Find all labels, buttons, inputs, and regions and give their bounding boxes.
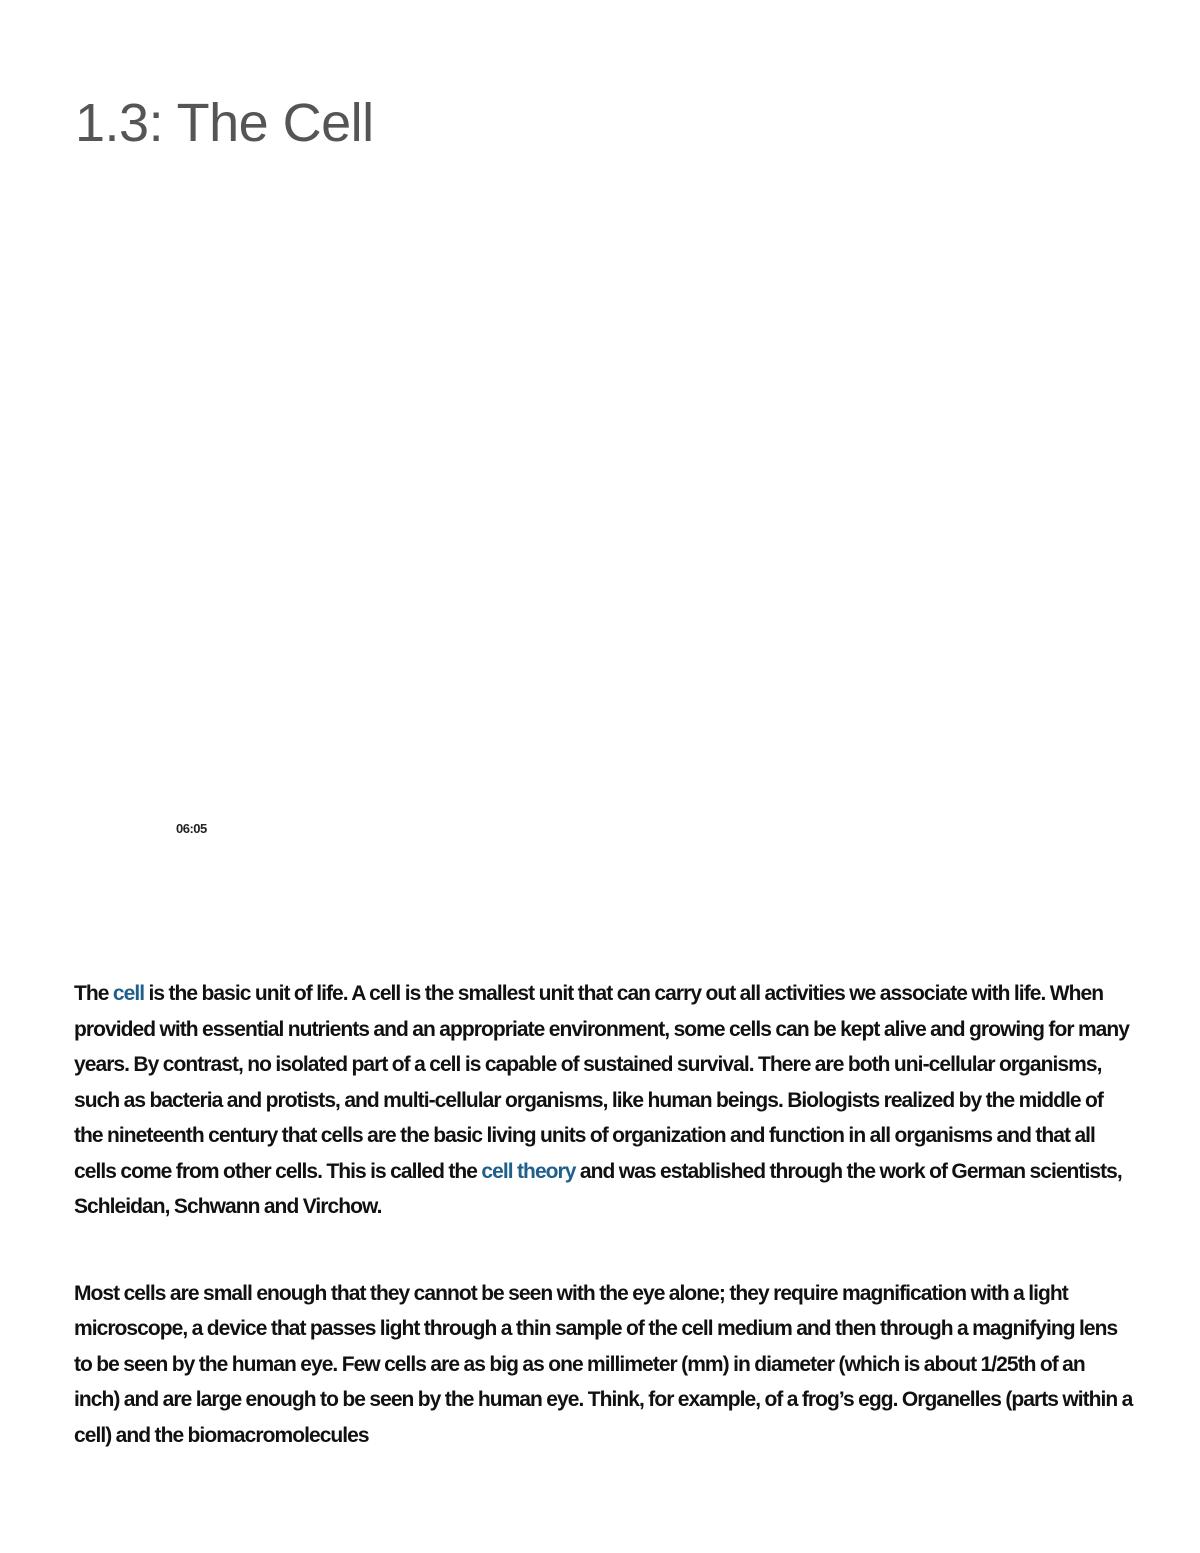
paragraph-text: is the basic unit of life. A cell is the smallest unit that can carry out all activities we associate with life. When provided with essential nutrients and an appropriate environment, some cells can be kept alive and growing for many years. By contrast, no isolated part of a cell is capable of sustained survival. There are both uni-cellular organisms, such as bacteria and protists, and multi-cellular organisms, like human beings. Biologists realized by the middle of the nineteenth century that cells are the basic living units of organization and function in all organisms and that all cells come from other cells. This is called the (74, 982, 1130, 1183)
paragraph-text: The (74, 982, 113, 1005)
article-body (74, 976, 1134, 1453)
cell-term-link[interactable]: cell (112, 982, 145, 1005)
paragraph-cell-definition (74, 976, 1134, 1225)
paragraph-cell-size: Most cells are small enough that they cannot be seen with the eye alone; they require magnification with a light microscope, a device that passes light through a thin sample of the cell medium and then through a magnifying lens to be seen by the human eye. Few cells are as big as one millimeter (mm) in diameter (which is about 1/25th of an inch) and are large enough to be seen by the human eye. Think, for example, of a frog’s egg. Organelles (parts within a cell) and the biomacromolecules (74, 1281, 1133, 1447)
video-timestamp: 06:05 (176, 821, 207, 836)
embedded-video[interactable] (75, 180, 1125, 900)
cell-theory-term-link[interactable]: cell theory (481, 1159, 576, 1183)
page-title: 1.3: The Cell (75, 93, 374, 153)
paragraph-text: and was established through the work of German scientists, Schleidan, Schwann and Virchow. (74, 1159, 1122, 1218)
